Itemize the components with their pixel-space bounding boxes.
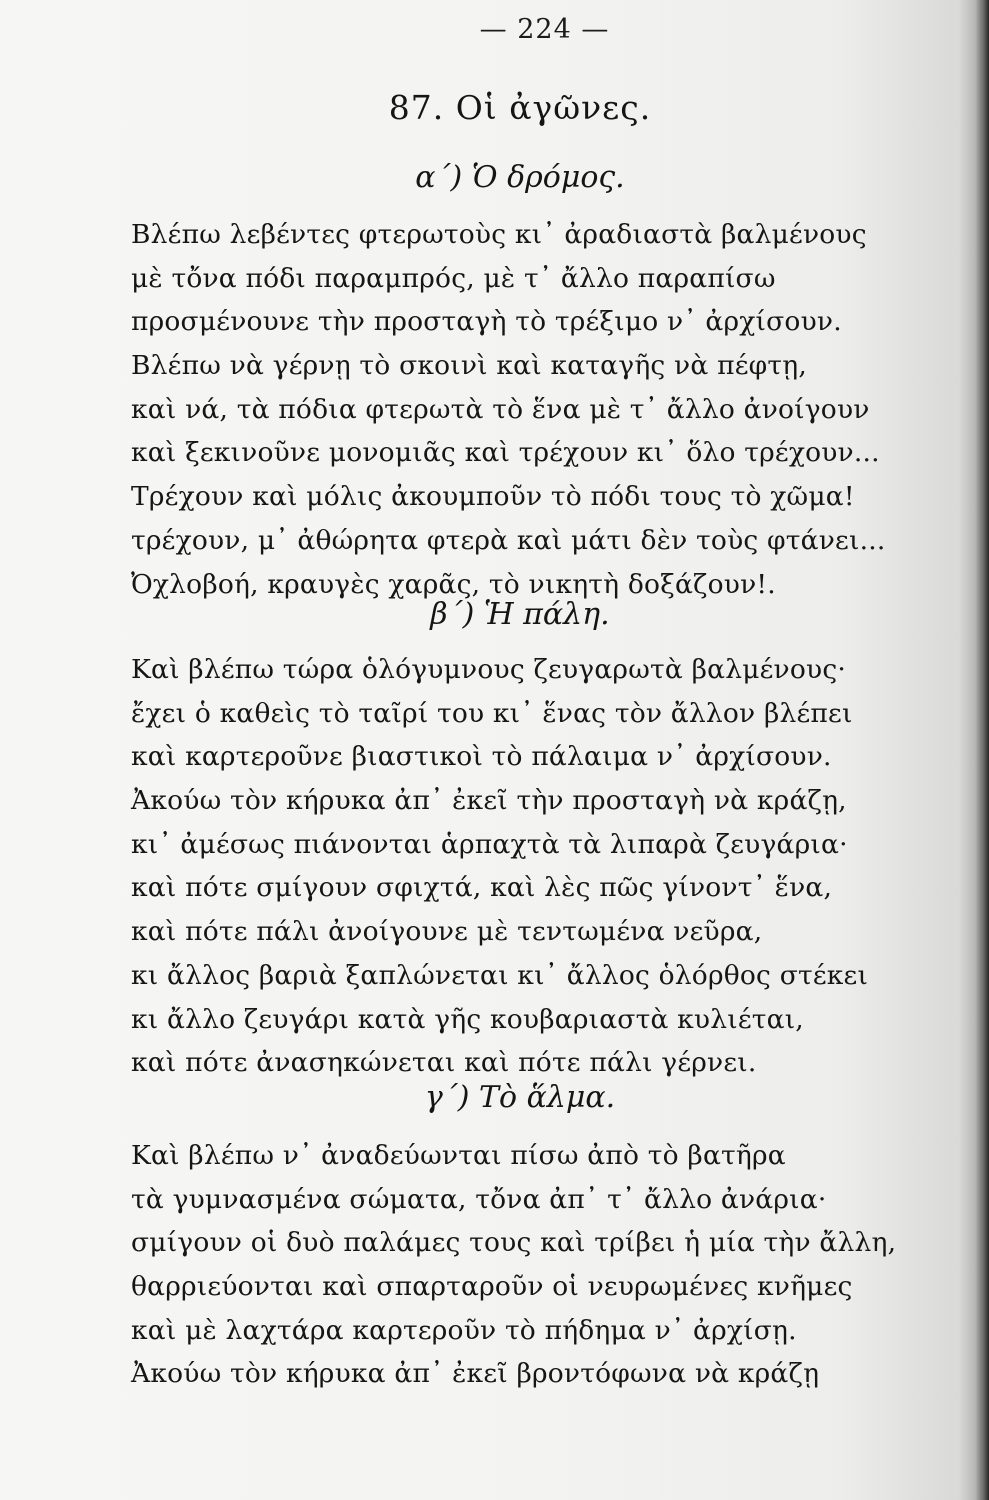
poem-line: κι ἄλλο ζευγάρι κατὰ γῆς κουβαριαστὰ κυλιέται,: [131, 1003, 804, 1035]
section-heading-race: α΄) Ὁ δρόμος.: [415, 160, 625, 195]
poem-line: καὶ καρτεροῦνε βιαστικοὶ τὸ πάλαιμα ν᾿ ἀρχίσουν.: [131, 741, 832, 773]
poem-line: τρέχουν, μ᾿ ἀθώρητα φτερὰ καὶ μάτι δὲν τοὺς φτάνει...: [131, 524, 886, 556]
poem-line: σμίγουν οἱ δυὸ παλάμες τους καὶ τρίβει ἡ μία τὴν ἄλλη,: [131, 1227, 897, 1259]
page-edge-shadow: [975, 0, 989, 1500]
poem-line: τὰ γυμνασμένα σώματα, τὄνα ἀπ᾿ τ᾿ ἄλλο ἀνάρια·: [131, 1183, 827, 1215]
poem-line: Καὶ βλέπω ν᾿ ἀναδεύωνται πίσω ἀπὸ τὸ βατῆρα: [131, 1140, 786, 1171]
stanza-race: [131, 213, 931, 606]
poem-line: καὶ μὲ λαχτάρα καρτεροῦν τὸ πήδημα ν᾿ ἀρχίσῃ.: [131, 1314, 797, 1346]
stanza-wrestling: [131, 648, 931, 1085]
poem-line: Βλέπω νὰ γέρνῃ τὸ σκοινὶ καὶ καταγῆς νὰ πέφτῃ,: [131, 350, 807, 382]
poem-line: μὲ τὄνα πόδι παραμπρός, μὲ τ᾿ ἄλλο παραπίσω: [131, 262, 776, 294]
poem-line: καὶ ξεκινοῦνε μονομιᾶς καὶ τρέχουν κι᾿ ὅλο τρέχουν...: [131, 437, 880, 469]
poem-line: προσμένουνε τὴν προσταγὴ τὸ τρέξιμο ν᾿ ἀρχίσουν.: [131, 306, 842, 338]
stanza-jump: [131, 1134, 931, 1396]
poem-line: Βλέπω λεβέντες φτερωτοὺς κι᾿ ἀραδιαστὰ βαλμένους: [131, 219, 867, 250]
section-heading-jump: γ΄) Τὸ ἅλμα.: [424, 1080, 616, 1115]
poem-line: κι ἄλλος βαριὰ ξαπλώνεται κι᾿ ἄλλος ὁλόρθος στέκει: [131, 959, 869, 991]
poem-line: ἔχει ὁ καθεὶς τὸ ταῖρί του κι᾿ ἕνας τὸν ἄλλον βλέπει: [131, 697, 853, 729]
poem-line: καὶ πότε ἀνασηκώνεται καὶ πότε πάλι γέρνει.: [131, 1047, 757, 1079]
page-number: — 224 —: [479, 14, 610, 45]
poem-line: κι᾿ ἀμέσως πιάνονται ἁρπαχτὰ τὰ λιπαρὰ ζευγάρια·: [131, 828, 848, 860]
poem-line: Καὶ βλέπω τώρα ὁλόγυμνους ζευγαρωτὰ βαλμένους·: [131, 654, 846, 685]
poem-line: Ἀκούω τὸν κήρυκα ἀπ᾿ ἐκεῖ τὴν προσταγὴ νὰ κράζῃ,: [131, 785, 847, 817]
poem-line: Ἀκούω τὸν κήρυκα ἀπ᾿ ἐκεῖ βροντόφωνα νὰ κράζῃ: [131, 1358, 820, 1390]
poem-line: καὶ νά, τὰ πόδια φτερωτὰ τὸ ἕνα μὲ τ᾿ ἄλλο ἀνοίγουν: [131, 393, 870, 425]
section-heading-wrestling: β΄) Ἡ πάλη.: [430, 597, 610, 632]
poem-line: Τρέχουν καὶ μόλις ἀκουμποῦν τὸ πόδι τους τὸ χῶμα!: [131, 481, 855, 513]
poem-line: Ὀχλοβοή, κραυγὲς χαρᾶς, τὸ νικητὴ δοξάζουν!.: [131, 568, 776, 600]
poem-line: καὶ πότε σμίγουν σφιχτά, καὶ λὲς πῶς γίνοντ᾿ ἕνα,: [131, 872, 833, 904]
poem-title: 87. Οἱ ἀγῶνες.: [388, 88, 652, 127]
poem-line: θαρριεύονται καὶ σπαρταροῦν οἱ νευρωμένες κνῆμες: [131, 1271, 853, 1303]
poem-line: καὶ πότε πάλι ἀνοίγουνε μὲ τεντωμένα νεῦρα,: [131, 916, 763, 948]
